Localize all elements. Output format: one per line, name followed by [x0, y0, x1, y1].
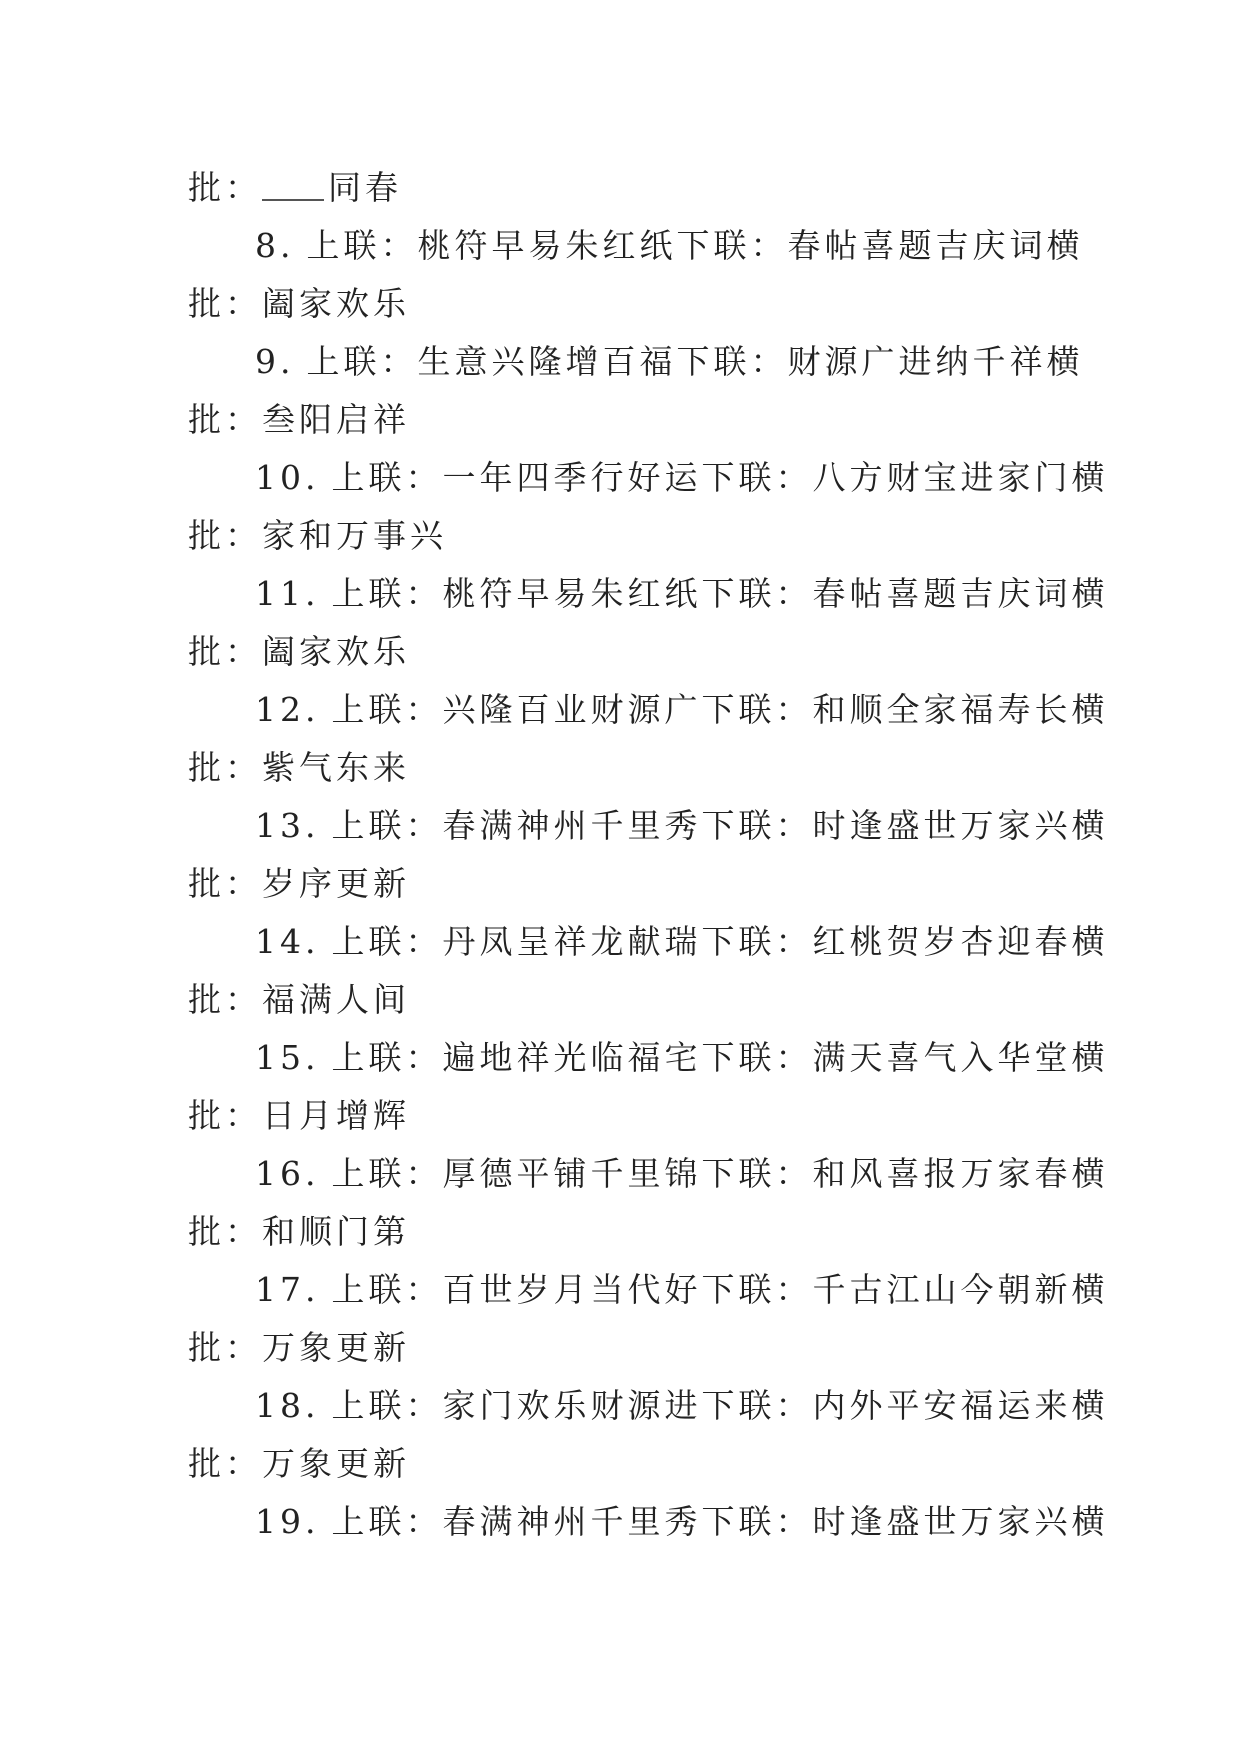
entry-number: 11.	[255, 574, 320, 613]
horizontal-scroll-label: 横	[1071, 922, 1105, 961]
horizontal-scroll-text: 批：万象更新	[188, 1444, 410, 1483]
lower-couplet: 下联：满天喜气入华堂	[701, 1038, 1072, 1077]
horizontal-scroll-line	[188, 1087, 1060, 1145]
upper-couplet: 上联：遍地祥光临福宅	[331, 1038, 702, 1077]
horizontal-scroll-label: 横	[1071, 458, 1105, 497]
upper-couplet: 上联：桃符早易朱红纸	[331, 574, 702, 613]
lower-couplet: 下联：春帖喜题吉庆词	[701, 574, 1072, 613]
couplet-line	[188, 681, 1105, 739]
couplet-line	[188, 217, 1080, 275]
lower-couplet: 下联：时逢盛世万家兴	[701, 806, 1072, 845]
entry-number: 16.	[255, 1154, 320, 1193]
couplet-line	[188, 797, 1105, 855]
couplet-line	[188, 913, 1105, 971]
fill-in-blank	[262, 165, 324, 201]
horizontal-scroll-line	[188, 1203, 1060, 1261]
upper-couplet: 上联：生意兴隆增百福	[306, 342, 677, 381]
entry-number: 8.	[255, 226, 295, 265]
couplet-upper	[255, 217, 677, 275]
horizontal-scroll-text: 批：万象更新	[188, 1328, 410, 1367]
entry-number: 9.	[255, 342, 295, 381]
couplet-line	[188, 1145, 1105, 1203]
lower-couplet: 下联：财源广进纳千祥	[676, 342, 1047, 381]
couplet-upper	[255, 797, 701, 855]
couplet-upper	[255, 1377, 701, 1435]
horizontal-scroll-line	[188, 1435, 1060, 1493]
couplet-line	[188, 1261, 1105, 1319]
couplet-upper	[255, 1493, 701, 1551]
continuation-line	[188, 159, 1060, 217]
horizontal-scroll-label: 横	[1071, 1154, 1105, 1193]
upper-couplet: 上联：兴隆百业财源广	[331, 690, 702, 729]
upper-couplet: 上联：百世岁月当代好	[331, 1270, 702, 1309]
upper-couplet: 上联：家门欢乐财源进	[331, 1386, 702, 1425]
continuation-prefix: 批：	[188, 168, 262, 207]
horizontal-scroll-label: 横	[1046, 226, 1080, 265]
upper-couplet: 上联：春满神州千里秀	[331, 1502, 702, 1541]
horizontal-scroll-label: 横	[1071, 1502, 1105, 1541]
horizontal-scroll-line	[188, 623, 1060, 681]
lower-couplet: 下联：千古江山今朝新	[701, 1270, 1072, 1309]
entry-number: 10.	[255, 458, 320, 497]
horizontal-scroll-label: 横	[1071, 806, 1105, 845]
horizontal-scroll-text: 批：叁阳启祥	[188, 400, 410, 439]
couplet-upper	[255, 681, 701, 739]
horizontal-scroll-text: 批：紫气东来	[188, 748, 410, 787]
couplet-upper	[255, 565, 701, 623]
lower-couplet: 下联：时逢盛世万家兴	[701, 1502, 1072, 1541]
lower-couplet: 下联：和风喜报万家春	[701, 1154, 1072, 1193]
horizontal-scroll-line	[188, 1319, 1060, 1377]
couplet-upper	[255, 1261, 701, 1319]
horizontal-scroll-text: 批：日月增辉	[188, 1096, 410, 1135]
couplet-upper	[255, 1145, 701, 1203]
horizontal-scroll-text: 批：阖家欢乐	[188, 284, 410, 323]
entry-number: 14.	[255, 922, 320, 961]
entry-number: 17.	[255, 1270, 320, 1309]
entry-number: 13.	[255, 806, 320, 845]
couplet-line	[188, 1493, 1105, 1551]
entry-number: 18.	[255, 1386, 320, 1425]
lower-couplet: 下联：红桃贺岁杏迎春	[701, 922, 1072, 961]
couplet-line	[188, 333, 1080, 391]
horizontal-scroll-line	[188, 507, 1060, 565]
horizontal-scroll-text: 批：和顺门第	[188, 1212, 410, 1251]
horizontal-scroll-label: 横	[1071, 574, 1105, 613]
lower-couplet: 下联：春帖喜题吉庆词	[676, 226, 1047, 265]
continuation-suffix: 同春	[328, 168, 402, 207]
horizontal-scroll-text: 批：家和万事兴	[188, 516, 447, 555]
horizontal-scroll-text: 批：岁序更新	[188, 864, 410, 903]
horizontal-scroll-line	[188, 971, 1060, 1029]
upper-couplet: 上联：桃符早易朱红纸	[306, 226, 677, 265]
couplet-upper	[255, 449, 701, 507]
couplet-upper	[255, 913, 701, 971]
lower-couplet: 下联：八方财宝进家门	[701, 458, 1072, 497]
upper-couplet: 上联：丹凤呈祥龙献瑞	[331, 922, 702, 961]
couplet-upper	[255, 1029, 701, 1087]
couplet-line	[188, 449, 1105, 507]
couplet-line	[188, 565, 1105, 623]
couplet-line	[188, 1377, 1105, 1435]
couplet-list	[188, 159, 1105, 1551]
horizontal-scroll-label: 横	[1071, 1038, 1105, 1077]
upper-couplet: 上联：一年四季行好运	[331, 458, 702, 497]
horizontal-scroll-label: 横	[1046, 342, 1080, 381]
couplet-entries	[188, 217, 1105, 1551]
horizontal-scroll-line	[188, 391, 1060, 449]
upper-couplet: 上联：厚德平铺千里锦	[331, 1154, 702, 1193]
horizontal-scroll-line	[188, 855, 1060, 913]
horizontal-scroll-line	[188, 739, 1060, 797]
horizontal-scroll-label: 横	[1071, 690, 1105, 729]
horizontal-scroll-line	[188, 275, 1060, 333]
lower-couplet: 下联：和顺全家福寿长	[701, 690, 1072, 729]
couplet-line	[188, 1029, 1105, 1087]
couplet-upper	[255, 333, 677, 391]
entry-number: 15.	[255, 1038, 320, 1077]
entry-number: 12.	[255, 690, 320, 729]
upper-couplet: 上联：春满神州千里秀	[331, 806, 702, 845]
entry-number: 19.	[255, 1502, 320, 1541]
horizontal-scroll-label: 横	[1071, 1386, 1105, 1425]
horizontal-scroll-label: 横	[1071, 1270, 1105, 1309]
lower-couplet: 下联：内外平安福运来	[701, 1386, 1072, 1425]
horizontal-scroll-text: 批：福满人间	[188, 980, 410, 1019]
horizontal-scroll-text: 批：阖家欢乐	[188, 632, 410, 671]
